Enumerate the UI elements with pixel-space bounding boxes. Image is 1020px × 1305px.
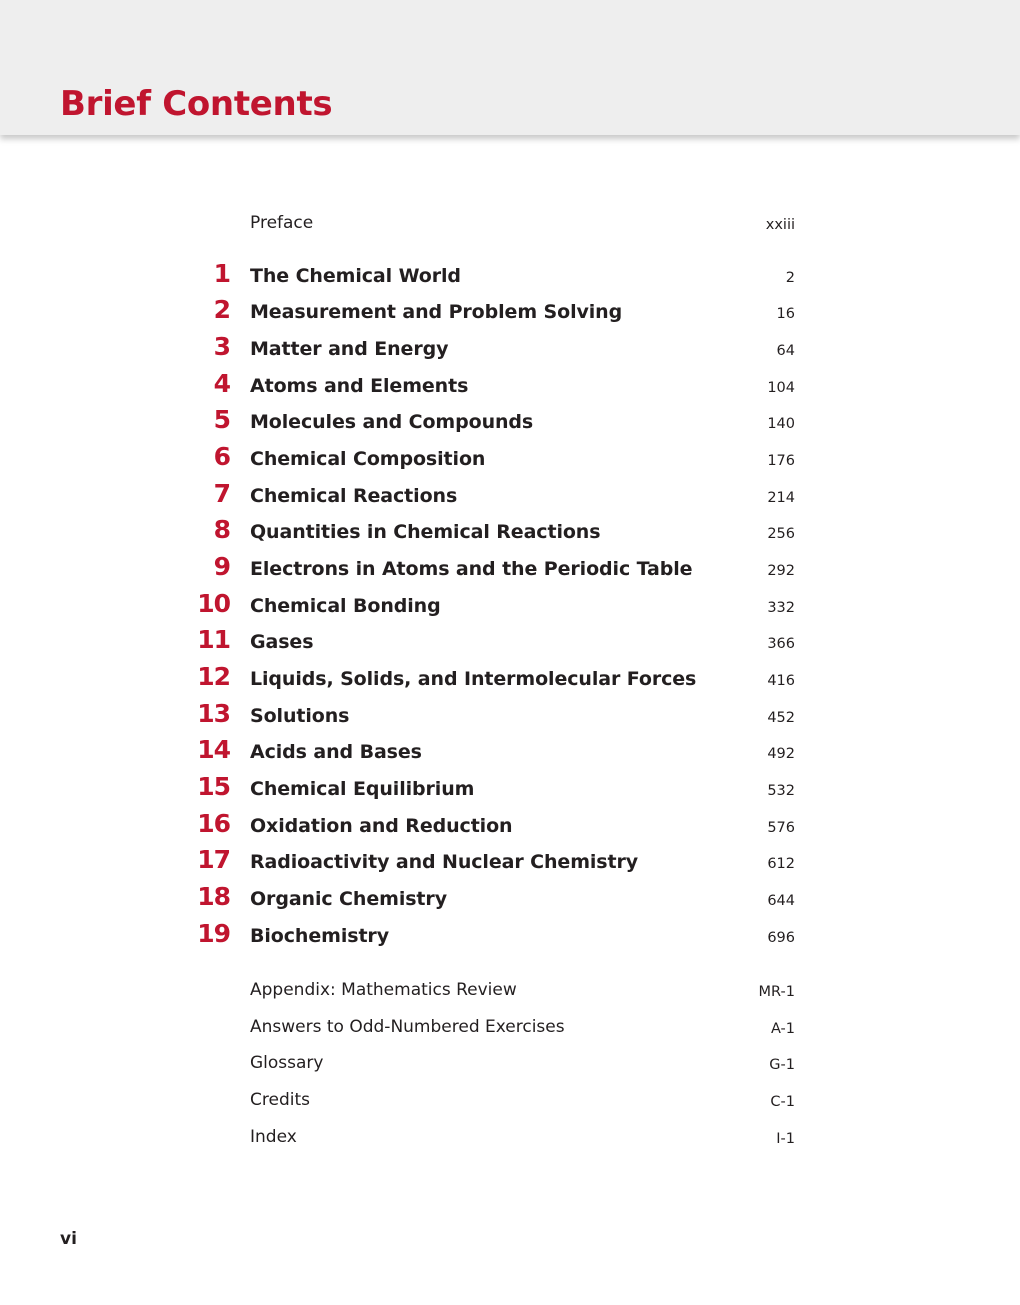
chapter-number: 13: [197, 699, 230, 728]
chapter-title: Chemical Reactions: [250, 485, 458, 507]
chapter-number: 3: [213, 332, 230, 361]
chapter-title: Gases: [250, 631, 314, 653]
toc-chapter-12[interactable]: [0, 664, 1020, 694]
toc-chapter-2[interactable]: [0, 297, 1020, 327]
chapter-number: 17: [197, 845, 230, 874]
toc-chapter-5[interactable]: [0, 407, 1020, 437]
page-number: 366: [767, 636, 795, 652]
page-number: 644: [767, 893, 795, 909]
chapter-title: Chemical Composition: [250, 448, 486, 470]
page-number: G-1: [769, 1057, 795, 1073]
toc-entry-appendix[interactable]: [0, 975, 1020, 1005]
chapter-number: 10: [197, 589, 230, 618]
page-number: 140: [767, 416, 795, 432]
chapter-number: 2: [213, 295, 230, 324]
entry-label: Glossary: [250, 1053, 324, 1073]
chapter-number: 9: [213, 552, 230, 581]
chapter-number: 4: [213, 369, 230, 398]
chapter-title: Atoms and Elements: [250, 375, 469, 397]
toc-chapter-10[interactable]: [0, 591, 1020, 621]
chapter-number: 16: [197, 809, 230, 838]
entry-label: Preface: [250, 213, 314, 233]
page-number: 416: [767, 673, 795, 689]
chapter-title: Acids and Bases: [250, 741, 422, 763]
toc-chapter-1[interactable]: [0, 261, 1020, 291]
toc-chapter-9[interactable]: [0, 554, 1020, 584]
page-number: 214: [767, 490, 795, 506]
chapter-number: 18: [197, 882, 230, 911]
toc-chapter-16[interactable]: [0, 811, 1020, 841]
toc-chapter-11[interactable]: [0, 627, 1020, 657]
chapter-number: 7: [213, 479, 230, 508]
page-number: C-1: [770, 1094, 795, 1110]
page-number: 332: [767, 600, 795, 616]
page-number: 176: [767, 453, 795, 469]
page-number: 256: [767, 526, 795, 542]
toc-entry-answers[interactable]: [0, 1012, 1020, 1042]
chapter-title: Electrons in Atoms and the Periodic Table: [250, 558, 693, 580]
chapter-title: Measurement and Problem Solving: [250, 301, 623, 323]
page-number: 696: [767, 930, 795, 946]
toc-chapter-17[interactable]: [0, 847, 1020, 877]
chapter-title: Molecules and Compounds: [250, 411, 534, 433]
chapter-number: 19: [197, 919, 230, 948]
page-number: 576: [767, 820, 795, 836]
page-number: 2: [785, 270, 795, 286]
page-number: MR-1: [758, 984, 795, 1000]
entry-label: Appendix: Mathematics Review: [250, 980, 517, 1000]
chapter-title: Oxidation and Reduction: [250, 815, 513, 837]
page-number: A-1: [770, 1021, 795, 1037]
toc-chapter-14[interactable]: [0, 737, 1020, 767]
toc-entry-preface[interactable]: [0, 208, 1020, 238]
toc-entry-credits[interactable]: [0, 1085, 1020, 1115]
page-number: 492: [767, 746, 795, 762]
chapter-title: Solutions: [250, 705, 350, 727]
chapter-title: Quantities in Chemical Reactions: [250, 521, 601, 543]
page-number: 104: [767, 380, 795, 396]
toc-chapter-13[interactable]: [0, 701, 1020, 731]
chapter-number: 6: [213, 442, 230, 471]
entry-label: Credits: [250, 1090, 310, 1110]
chapter-title: Liquids, Solids, and Intermolecular Forces: [250, 668, 697, 690]
entry-label: Answers to Odd-Numbered Exercises: [250, 1017, 565, 1037]
chapter-title: Chemical Equilibrium: [250, 778, 475, 800]
page-number: 64: [776, 343, 795, 359]
toc-chapter-8[interactable]: [0, 517, 1020, 547]
chapter-number: 5: [213, 405, 230, 434]
page-title: Brief Contents: [60, 84, 333, 124]
chapter-title: Organic Chemistry: [250, 888, 447, 910]
toc-chapter-15[interactable]: [0, 774, 1020, 804]
page-number: 612: [767, 856, 795, 872]
chapter-title: Chemical Bonding: [250, 595, 441, 617]
page-number: 16: [776, 306, 795, 322]
page-number: xxiii: [765, 217, 795, 233]
toc-entry-glossary[interactable]: [0, 1048, 1020, 1078]
entry-label: Index: [250, 1127, 297, 1147]
toc-chapter-6[interactable]: [0, 444, 1020, 474]
toc-chapter-18[interactable]: [0, 884, 1020, 914]
toc-chapter-4[interactable]: [0, 371, 1020, 401]
toc-entry-index[interactable]: [0, 1122, 1020, 1152]
chapter-number: 1: [213, 259, 230, 288]
toc-chapter-19[interactable]: [0, 921, 1020, 951]
page-number: 532: [767, 783, 795, 799]
toc-chapter-7[interactable]: [0, 481, 1020, 511]
chapter-title: Radioactivity and Nuclear Chemistry: [250, 851, 639, 873]
chapter-number: 14: [197, 735, 230, 764]
page-folio: vi: [60, 1229, 77, 1249]
chapter-number: 8: [213, 515, 230, 544]
page-number: 452: [767, 710, 795, 726]
chapter-number: 11: [197, 625, 230, 654]
chapter-number: 12: [197, 662, 230, 691]
chapter-title: Matter and Energy: [250, 338, 449, 360]
chapter-title: The Chemical World: [250, 265, 461, 287]
page-number: I-1: [776, 1131, 795, 1147]
chapter-title: Biochemistry: [250, 925, 389, 947]
chapter-number: 15: [197, 772, 230, 801]
toc-chapter-3[interactable]: [0, 334, 1020, 364]
page-number: 292: [767, 563, 795, 579]
